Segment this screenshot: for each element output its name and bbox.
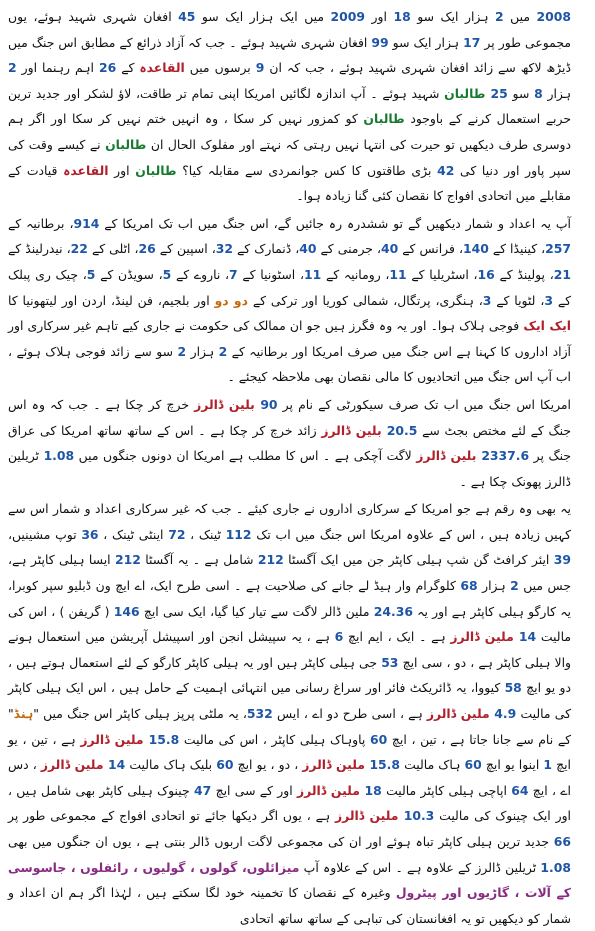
highlighted-text: 26 <box>98 60 117 76</box>
highlighted-text: ملین ڈالرز <box>302 757 370 773</box>
highlighted-text: 532 <box>246 706 273 722</box>
highlighted-text: ہنڈ <box>13 706 34 722</box>
text-run: افغان شہری شہید ہوئے ۔ جب کہ آزاد ذرائع کے مطابق اس جنگ میں ڈیڑھ لاکھ سے زائد افغان شہری شہید ہوئے ، جب کہ ان <box>8 34 571 76</box>
text-run: کیووا، یہ ڈائریکٹ فائر اور سراغ رسانی میں انتہائی اہمیت کے حامل ہیں ، اس ایک ہیلی کاپٹر کی مالیت <box>8 680 571 722</box>
highlighted-text: 11 <box>303 266 322 282</box>
text-run: ، اسپین کے <box>155 241 216 257</box>
highlighted-text: 68 <box>460 578 478 594</box>
highlighted-text: 2 <box>218 343 228 359</box>
highlighted-text: 26 <box>138 241 156 257</box>
text-run: آپ یہ اعداد و شمار دیکھیں گے تو ششدرہ رہ جائیں گے، اس جنگ میں اب تک امریکا کے <box>99 215 571 231</box>
text-run: چینوک ہیلی کاپٹر بھی شامل ہیں ، اور ایک چینوک کی مالیت <box>8 782 571 824</box>
text-run: ہے ، تین ، یو ایچ <box>8 731 572 773</box>
text-run: ، چیک ری پبلک کے <box>8 266 571 308</box>
text-run: زائد خرچ کر چکا ہے ۔ اس کے ساتھ ساتھ امریکا کی عراق جنگ پر <box>8 422 572 464</box>
text-run: یہ بھی وہ رقم ہے جو امریکا کے سرکاری اداروں نے جاری کیئے ۔ جب کہ غیر سرکاری اعداد و شمار اس سے کہیں زیادہ ہیں ، اس کے علاوہ امریکا اس جنگ میں اب تک <box>8 501 571 542</box>
highlighted-text: القاعدہ <box>139 60 185 76</box>
text-run: اور <box>365 9 394 24</box>
highlighted-text: 99 <box>371 34 389 50</box>
highlighted-text: 64 <box>511 782 529 798</box>
text-run: ہزار <box>186 343 219 359</box>
highlighted-text: 60 <box>216 757 234 773</box>
text-run: ہے ، یوں اگر دیکھا جائے تو اتحادی افواج کے مجموعی طور پر <box>8 808 335 824</box>
highlighted-text: 22 <box>70 241 88 257</box>
highlighted-text: بلین ڈالرز <box>321 422 387 438</box>
text-run: ایئر کرافٹ گن شپ ہیلی کاپٹر جن میں ایک آگسٹا <box>283 552 554 568</box>
text-run: کلوگرام وار ہیڈ لے جانے کی صلاحیت ہے ۔ اسی طرح ایک، اے ایچ ون ڈبلیو سپر کوبرا، یہ کارگو ہیلی کاپٹر ہے اور یہ <box>8 578 571 619</box>
highlighted-text: 3 <box>482 292 492 308</box>
highlighted-text: ایک ایک <box>523 318 571 334</box>
text-run: ، لٹویا کے <box>491 292 545 308</box>
highlighted-text: 66 <box>553 834 571 849</box>
text-run: ، دو ، یو ایچ <box>233 757 303 773</box>
highlighted-text: بلین ڈالرز <box>416 448 482 464</box>
text-run: جی ہیلی کاپٹر ہیں اور یہ ہیلی کاپٹر کارگو کے لئے استعمال ہوتے ہیں ، دو یو ایچ <box>8 654 571 696</box>
text-run: ہزار ایک سو <box>410 9 496 24</box>
text-run: ہزار ایک سو <box>388 34 464 50</box>
text-run: ایسا ہیلی کاپٹر ہے، جس میں <box>8 552 571 594</box>
text-run: قیادت کے مقابلے میں اتحادی افواج کا نقصان کئی گنا زیادہ ہوا۔ <box>8 162 571 204</box>
highlighted-text: 25 <box>490 85 508 101</box>
highlighted-text: ملین ڈالرز <box>80 731 149 747</box>
highlighted-text: 24.36 <box>373 603 413 619</box>
highlighted-text: 60 <box>464 757 482 773</box>
highlighted-text: 40 <box>380 241 399 257</box>
article-paragraph <box>8 496 571 931</box>
article-paragraph <box>8 4 571 209</box>
text-run: امریکا اس جنگ میں اب تک صرف سیکورٹی کے نام پر <box>277 396 571 412</box>
text-run: اہم رہنما اور <box>16 60 99 76</box>
text-run: اینوا یو ایچ <box>481 757 544 773</box>
highlighted-text: 58 <box>504 680 522 696</box>
highlighted-text: 1 <box>543 757 553 773</box>
highlighted-text: 32 <box>215 241 234 257</box>
text-run: ، اسٹریلیا کے <box>406 266 478 282</box>
text-run: برسوں میں <box>184 60 256 76</box>
text-run: ، برطانیہ کے <box>8 215 74 231</box>
highlighted-text: 7 <box>229 266 238 282</box>
text-run: ہے ، اسی طرح دو اے ، ایس <box>272 706 427 722</box>
text-run: سو سے زائد فوجی ہلاک ہوئے ، اب آپ اس جنگ میں اتحادیوں کا مالی نقصان بھی ملاحظہ کیجئے ۔ <box>8 343 571 385</box>
text-run: اینٹی ٹینک ، <box>98 526 169 542</box>
highlighted-text: 257 <box>545 241 572 257</box>
highlighted-text: ملین ڈالرز <box>40 757 108 773</box>
highlighted-text: 140 <box>462 241 489 257</box>
text-run: افغان شہری شہید ہوئے، یوں مجموعی طور پر <box>8 9 571 50</box>
highlighted-text: 15.8 <box>148 731 180 747</box>
highlighted-text: 2009 <box>330 9 366 24</box>
highlighted-text: 6 <box>334 629 344 645</box>
highlighted-text: 42 <box>437 162 455 178</box>
text-run: ہے ۔ ایک ، ایم ایچ <box>343 629 451 645</box>
highlighted-text: 2 <box>177 343 187 359</box>
highlighted-text: 5 <box>86 266 96 282</box>
text-run: میں <box>503 9 537 24</box>
text-run: ، رومانیہ کے <box>321 266 390 282</box>
highlighted-text: 11 <box>389 266 407 282</box>
highlighted-text: 5 <box>162 266 172 282</box>
highlighted-text: 45 <box>178 9 196 24</box>
highlighted-text: 15.8 <box>369 757 401 773</box>
highlighted-text: 16 <box>477 266 495 282</box>
text-run: ، نیدرلینڈ کے <box>8 241 71 257</box>
highlighted-text: 1.08 <box>43 448 75 464</box>
text-run: سو <box>507 85 535 101</box>
text-run: کے <box>116 60 140 76</box>
text-run: جدید ترین ہیلی کاپٹر تباہ ہوئے اور ان کی مجموعی لاگت اربوں ڈالر بنتی ہے ، یوں ان جنگوں میں بھی <box>8 834 554 849</box>
text-run: وغیرہ کے نقصان کا تخمینہ خود لگا سکتے ہیں ، لہٰذا اگر ہم ان اعداد و شمار کو دیکھیں تو یہ افغانستان کی تباہی کے ساتھ ساتھ اتحادی <box>8 885 571 926</box>
text-run: ، یہ ملٹی پرپز ہیلی کاپٹر اس جنگ میں " <box>33 706 247 722</box>
text-run: بڑی طاقتوں کا کس جوانمردی سے مقابلہ کیا؟ <box>176 162 438 178</box>
text-run: بلیک ہاک مالیت <box>125 757 217 773</box>
highlighted-text: ملین ڈالرز <box>426 706 495 722</box>
text-run: نے کیسے وقت کی سپر پاور اور دنیا کی <box>8 136 571 178</box>
highlighted-text: 9 <box>255 60 265 76</box>
highlighted-text: 90 <box>260 396 278 412</box>
text-run: کو کمزور نہیں کر سکا ، وہ انہیں ختم نہیں کر سکا اور اگر ہم دوسری طرف دیکھیں تو حیرت کی انتہا نہیں رہتی کہ نہتے اور مفلوک الحال ان <box>8 111 571 152</box>
highlighted-text: 40 <box>299 241 317 257</box>
text-run: ، سویڈن کے <box>95 266 163 282</box>
highlighted-text: ملین ڈالرز <box>296 782 365 798</box>
text-run: اور بلجیم، فن لینڈ، اردن اور لیتھونیا کا <box>8 292 215 308</box>
text-run: ہے ، یہ سپیشل انجن اور اسپیشل آپریشن میں استعمال ہونے والا ہیلی کاپٹر ہے ، دو ، سی ایچ <box>8 629 572 670</box>
highlighted-text: 146 <box>113 603 140 619</box>
highlighted-text: 10.3 <box>403 808 435 824</box>
text-run: ، کینیڈا کے <box>488 241 546 257</box>
highlighted-text: طالبان <box>363 111 405 127</box>
highlighted-text: 112 <box>225 526 252 542</box>
highlighted-text: القاعدہ <box>63 162 109 178</box>
highlighted-text: 2008 <box>536 9 571 24</box>
text-run: شامل ہے ۔ یہ آگسٹا <box>140 552 258 568</box>
highlighted-text: 21 <box>553 266 571 282</box>
highlighted-text: طالبان <box>135 162 177 178</box>
text-run: ، ہنگری، پرتگال، شمالی کوریا اور ترکی کے <box>247 292 483 308</box>
highlighted-text: طالبان <box>444 85 491 101</box>
text-run: میں ایک ہزار ایک سو <box>195 9 331 24</box>
text-run: فوجی ہلاک ہوا۔ اور یہ وہ فگرز ہیں جو ان ممالک کی حکومت نے جاری کیے تاہم غیر سرکاری اور آزاد اداروں کا کہنا ہے اس جنگ میں صرف امریکا اور برطانیہ کے <box>8 318 571 359</box>
text-run: ٹینک ، <box>185 526 226 542</box>
text-run: " کے نام سے جانا جاتا ہے ، تین ، ایچ <box>8 706 571 747</box>
text-run: ملین ڈالر لاگت سے تیار کیا گیا، ایک سی ایچ <box>139 603 374 619</box>
text-run: لاگت آچکی ہے ۔ اس کا مطلب ہے امریکا ان دونوں جنگوں میں <box>74 448 417 464</box>
highlighted-text: بلین ڈالرز <box>194 396 261 412</box>
text-run: ، اسٹونیا کے <box>237 266 304 282</box>
highlighted-text: 39 <box>553 552 572 568</box>
highlighted-text: 2337.6 <box>481 448 530 464</box>
text-run: ، اٹلی کے <box>87 241 139 257</box>
highlighted-text: 18 <box>364 782 382 798</box>
text-run: اپاچی ہیلی کاپٹر مالیت <box>381 782 512 798</box>
text-run: ہزار <box>477 578 511 594</box>
text-run: خرچ کر چکا ہے ۔ جب کہ وہ اس جنگ کے لئے مختص بجٹ سے <box>8 396 571 438</box>
article-paragraph <box>8 211 571 390</box>
highlighted-text: 20.5 <box>386 422 418 438</box>
highlighted-text: میزائلوں، گولوں ، گولیوں ، رائفلوں ، جاسوسی کے آلات ، گاڑیوں اور پیٹرول <box>8 859 571 901</box>
highlighted-text: 18 <box>393 9 411 24</box>
highlighted-text: ملین ڈالرز <box>335 808 404 824</box>
highlighted-text: 53 <box>381 654 399 670</box>
highlighted-text: طالبان <box>105 136 147 152</box>
highlighted-text: 17 <box>463 34 481 50</box>
highlighted-text: ملین ڈالرز <box>450 629 519 645</box>
highlighted-text: 8 <box>534 85 543 101</box>
highlighted-text: 14 <box>518 629 537 645</box>
text-run: اور <box>108 162 136 178</box>
text-run: ، جرمنی کے <box>316 241 381 257</box>
text-run: ہزار <box>542 85 572 101</box>
text-run: شہید ہوئے ۔ آپ اندازہ لگائیں امریکا اپنی تمام تر طاقت، لاؤ لشکر اور جدید ترین حربے استعمال کرنے کے باوجود <box>8 85 571 127</box>
text-run: ، ڈنمارک کے <box>233 241 300 257</box>
highlighted-text: 212 <box>115 552 141 568</box>
text-run: اور کے سی ایچ <box>211 782 297 798</box>
highlighted-text: 36 <box>81 526 99 542</box>
text-run: پاوہاک ہیلی کاپٹر ، اس کی مالیت <box>179 731 370 747</box>
highlighted-text: 1.08 <box>540 859 571 875</box>
text-run: توپ مشینیں، <box>8 526 82 542</box>
highlighted-text: 72 <box>168 526 186 542</box>
highlighted-text: 60 <box>369 731 388 747</box>
highlighted-text: 914 <box>73 215 100 231</box>
text-run: ، پولینڈ کے <box>494 266 554 282</box>
highlighted-text: 212 <box>257 552 284 568</box>
article-paragraph <box>8 392 571 494</box>
text-run: ، دس اے ، ایچ <box>8 757 571 798</box>
highlighted-text: 14 <box>107 757 126 773</box>
text-run: ٹریلین ڈالرز کے علاوہ ہے ۔ اس کے علاوہ آپ <box>299 859 541 875</box>
text-run: ٹریلین ڈالرز پھونک چکا ہے ۔ <box>8 448 571 489</box>
highlighted-text: 2 <box>510 578 519 594</box>
highlighted-text: 47 <box>194 782 212 798</box>
highlighted-text: دو دو <box>214 292 248 308</box>
text-run: ہاک مالیت <box>400 757 465 773</box>
highlighted-text: 2 <box>8 60 17 76</box>
text-run: ، ناروے کے <box>171 266 230 282</box>
highlighted-text: 3 <box>544 292 553 308</box>
highlighted-text: 4.9 <box>494 706 517 722</box>
highlighted-text: 2 <box>495 9 504 24</box>
text-run: ، فرانس کے <box>398 241 463 257</box>
text-run: ( گریفن ) ، اس کی مالیت <box>8 603 571 645</box>
